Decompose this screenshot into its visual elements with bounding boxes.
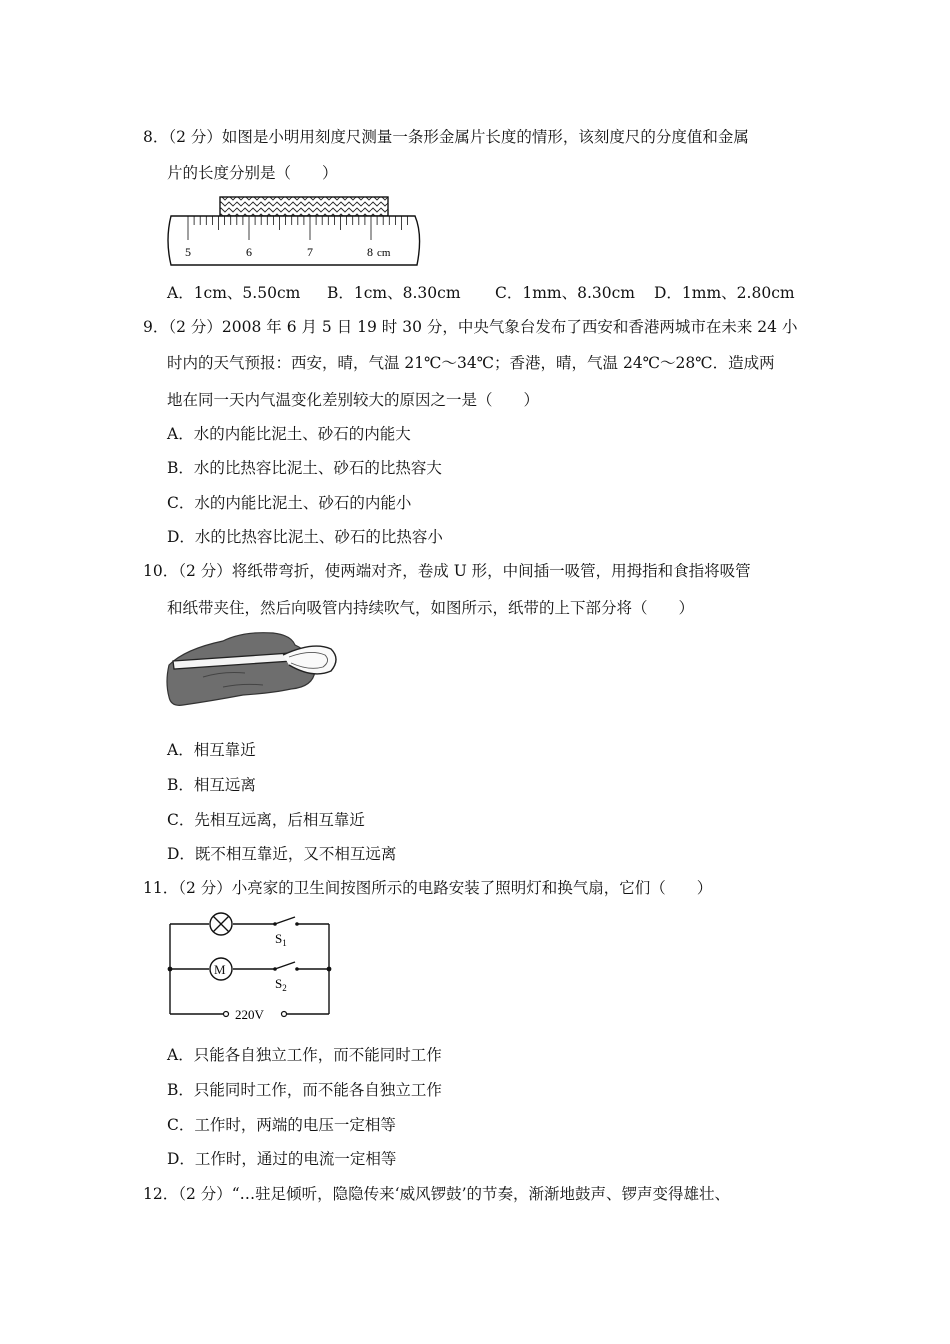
q8-stem-line1: 8．（2 分）如图是小明用刻度尺测量一条形金属片长度的情形，该刻度尺的分度值和金属 (143, 128, 749, 146)
q8-option-d[interactable]: D．1mm、2.80cm (654, 284, 795, 302)
q11-option-b[interactable]: B．只能同时工作，而不能各自独立工作 (167, 1081, 442, 1099)
ruler-unit: cm (377, 247, 391, 259)
q11-option-a[interactable]: A．只能各自独立工作，而不能同时工作 (167, 1046, 442, 1064)
q11-option-c[interactable]: C．工作时，两端的电压一定相等 (167, 1116, 396, 1134)
switch-s2-label: $S_2$ (275, 976, 287, 993)
q12-stem-line1: 12．（2 分）“…驻足倾听，隐隐传来‘威风锣鼓’的节奏，渐渐地鼓声、锣声变得雄壮、 (143, 1185, 731, 1203)
q8-stem-line2: 片的长度分别是（ ） (167, 164, 338, 182)
hand-straw-figure (163, 627, 341, 709)
q10-option-d[interactable]: D．既不相互靠近，又不相互远离 (167, 845, 397, 863)
q9-stem-line1: 9．（2 分）2008 年 6 月 5 日 19 时 30 分，中央气象台发布了西安和香港两城市在未来 24 小 (143, 318, 798, 336)
q10-stem-line2: 和纸带夹住，然后向吸管内持续吹气，如图所示，纸带的上下部分将（ ） (167, 599, 695, 617)
q9-option-a[interactable]: A．水的内能比泥土、砂石的内能大 (167, 425, 411, 443)
tick-label-6: 6 (246, 245, 252, 259)
q10-option-b[interactable]: B．相互远离 (167, 776, 256, 794)
tick-label-8: 8 (367, 245, 373, 259)
q9-option-b[interactable]: B．水的比热容比泥土、砂石的比热容大 (167, 459, 442, 477)
q11-option-d[interactable]: D．工作时，通过的电流一定相等 (167, 1150, 397, 1168)
circuit-figure (163, 908, 339, 1028)
tick-label-7: 7 (307, 245, 313, 259)
q10-option-c[interactable]: C．先相互远离，后相互靠近 (167, 811, 365, 829)
q9-stem-line3: 地在同一天内气温变化差别较大的原因之一是（ ） (167, 391, 540, 409)
q10-stem-line1: 10．（2 分）将纸带弯折，使两端对齐，卷成 U 形，中间插一吸管，用拇指和食指将吸管 (143, 562, 751, 580)
q8-option-b[interactable]: B．1cm、8.30cm (327, 284, 461, 302)
q8-option-a[interactable]: A．1cm、5.50cm (167, 284, 301, 302)
tick-label-5: 5 (185, 245, 191, 259)
voltage-label: 220V (235, 1007, 264, 1022)
q10-option-a[interactable]: A．相互靠近 (167, 741, 256, 759)
switch-s1-label: $S_1$ (275, 931, 287, 948)
q11-stem-line1: 11．（2 分）小亮家的卫生间按图所示的电路安装了照明灯和换气扇，它们（ ） (143, 879, 713, 897)
junction-left (168, 967, 173, 972)
lamp-icon (210, 913, 232, 935)
junction-right (327, 967, 332, 972)
metal-strip (220, 197, 388, 216)
motor-label: M (214, 962, 226, 977)
q8-options (167, 283, 827, 303)
q8-option-c[interactable]: C．1mm、8.30cm (495, 284, 636, 302)
terminal-right (282, 1012, 287, 1017)
hand-shape (167, 633, 315, 706)
ruler-figure (163, 195, 425, 269)
terminal-left (224, 1012, 229, 1017)
q9-stem-line2: 时内的天气预报：西安，晴，气温 21℃～34℃；香港，晴，气温 24℃～28℃．造成两 (167, 354, 775, 372)
q9-option-d[interactable]: D．水的比热容比泥土、砂石的比热容小 (167, 528, 443, 546)
motor-icon (210, 958, 232, 980)
q9-option-c[interactable]: C．水的内能比泥土、砂石的内能小 (167, 494, 412, 512)
